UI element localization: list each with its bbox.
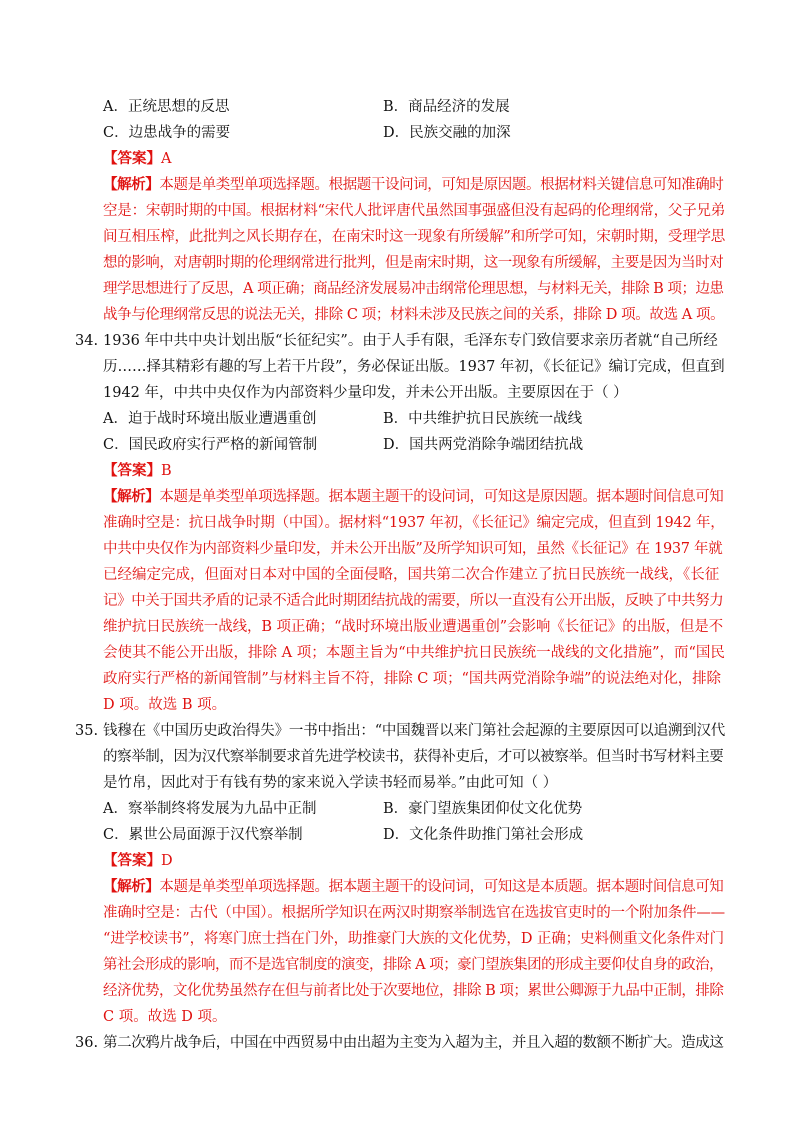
q35-stem-line: 是竹帛，因此对于有钱有势的家来说入学读书轻而易举。”由此可知（ ）: [103, 775, 558, 791]
q34-analysis-line: 已经编定完成，但面对日本对中国的全面侵略，国共第二次合作建立了抗日民族统一战线，《长征: [103, 567, 720, 583]
q33-analysis-line: 理学思想进行了反思，A 项正确；商品经济发展易冲击纲常伦理思想，与材料无关，排除 B 项；边患: [103, 281, 724, 297]
analysis-text: 本题是单类型单项选择题。据本题主题干的设问词，可知这是原因题。据本题时间信息可知: [159, 489, 724, 505]
q33-option-c: C．边患战争的需要: [103, 125, 231, 141]
analysis-tag: 【解析】: [103, 878, 160, 895]
q34-analysis-line: [103, 488, 723, 506]
q34-analysis-line: 维护抗日民族统一战线，B 项正确；“战时环境出版业遭遇重创”会影响《长征记》的出版，但是不: [103, 619, 724, 635]
q34-analysis-line: 会使其不能公开出版，排除 A 项；本题主旨为“中共维护抗日民族统一战线的文化措施”，而“国民: [103, 645, 725, 661]
answer-value: A: [161, 151, 172, 167]
answer-value: B: [161, 463, 172, 479]
q34-analysis-line: 政府实行严格的新闻管制”与材料主旨不符，排除 C 项；“国共两党消除争端”的说法绝对化，排除: [103, 671, 721, 687]
q33-option-a: A．正统思想的反思: [103, 99, 230, 115]
q33-analysis-line: 想的影响，对唐朝时期的伦理纲常进行批判，但是南宋时期，这一现象有所缓解，主要是因为当时对: [103, 255, 724, 271]
q35-answer: [103, 852, 173, 870]
q34-stem-line: 1942 年，中共中央仅作为内部资料少量印发，并未公开出版。主要原因在于（ ）: [103, 385, 628, 401]
q35-analysis-line: 经济优势，文化优势虽然存在但与前者比处于次要地位，排除 B 项；累世公卿源于九品中正制，排除: [103, 983, 724, 999]
q35-stem-line: 的察举制，因为汉代察举制要求首先进学校读书，获得补吏后，才可以被察举。但当时书写材料主要: [103, 749, 724, 765]
q34-analysis-line: 中共中央仅作为内部资料少量印发，并未公开出版”及所学知识可知，虽然《长征记》在 1937 年就: [103, 541, 723, 557]
q35-number: 35.: [75, 723, 99, 739]
q33-answer: [103, 150, 171, 168]
q34-number: 34.: [75, 333, 99, 349]
q34-option-c: C．国民政府实行严格的新闻管制: [103, 437, 318, 453]
q35-analysis-line: “进学校读书”，将寒门庶士挡在门外，助推豪门大族的文化优势，D 正确；史料侧重文化条件对门: [103, 931, 725, 947]
q35-option-d: D．文化条件助推门第社会形成: [383, 827, 584, 843]
q34-analysis-line: 准确时空是：抗日战争时期（中国）。据材料“1937 年初，《长征记》编定完成，但直到 1942 年，: [103, 515, 725, 531]
q34-stem-line: 历……择其精彩有趣的写上若干片段”，务必保证出版。1937 年初，《长征记》编订完成，但直到: [103, 359, 725, 375]
answer-tag: 【答案】: [103, 462, 161, 479]
q35-analysis-line: 准确时空是：古代（中国）。根据所学知识在两汉时期察举制选官在选拔官吏时的一个附加条件——: [103, 905, 725, 921]
answer-tag: 【答案】: [103, 150, 161, 167]
q34-option-d: D．国共两党消除争端团结抗战: [383, 437, 584, 453]
q35-option-c: C．累世公局面源于汉代察举制: [103, 827, 303, 843]
analysis-tag: 【解析】: [103, 176, 160, 193]
analysis-tag: 【解析】: [103, 488, 160, 505]
q35-option-b: B．豪门望族集团仰仗文化优势: [383, 801, 583, 817]
q35-analysis-line: C 项。故选 D 项。: [103, 1009, 227, 1025]
q35-option-a: A．察举制终将发展为九品中正制: [103, 801, 317, 817]
q35-stem-line: 钱穆在《中国历史政治得失》一书中指出：“中国魏晋以来门第社会起源的主要原因可以追溯到汉代: [103, 723, 726, 739]
q35-analysis-line: 第社会形成的影响，而不是选官制度的演变，排除 A 项；豪门望族集团的形成主要仰仗自身的政治，: [103, 957, 724, 973]
q34-option-a: A．迫于战时环境出版业遭遇重创: [103, 411, 317, 427]
analysis-text: 本题是单类型单项选择题。根据题干设问词，可知是原因题。根据材料关键信息可知准确时: [159, 177, 724, 193]
q36-stem-line: 第二次鸦片战争后，中国在中西贸易中由出超为主变为入超为主，并且入超的数额不断扩大。造成这: [103, 1035, 724, 1051]
q33-analysis-line: 空是：宋朝时期的中国。根据材料“宋代人批评唐代虽然国事强盛但没有起码的伦理纲常，父子兄弟: [103, 203, 726, 219]
q36-number: 36.: [75, 1035, 99, 1051]
q34-analysis-line: D 项。故选 B 项。: [103, 697, 227, 713]
analysis-text: 本题是单类型单项选择题。据本题主题干的设问词，可知这是本质题。据本题时间信息可知: [159, 879, 724, 895]
q33-analysis-line: 间互相压榨，此批判之风长期存在，在南宋时这一现象有所缓解”和所学可知，宋朝时期，受理学思: [103, 229, 726, 245]
q34-stem-line: 1936 年中共中央计划出版“长征纪实”。由于人手有限，毛泽东专门致信要求亲历者就“自己所经: [103, 333, 718, 349]
q33-option-d: D．民族交融的加深: [383, 125, 511, 141]
q34-option-b: B．中共维护抗日民族统一战线: [383, 411, 583, 427]
q35-analysis-line: [103, 878, 723, 896]
answer-tag: 【答案】: [103, 852, 161, 869]
q33-analysis-line: [103, 176, 723, 194]
q33-analysis-line: 战争与伦理纲常反思的说法无关，排除 C 项；材料未涉及民族之间的关系，排除 D 项。故选 A 项。: [103, 307, 725, 323]
q34-analysis-line: 记》中关于国共矛盾的记录不适合此时期团结抗战的需要，所以一直没有公开出版，反映了中共努力: [103, 593, 724, 609]
q33-option-b: B．商品经济的发展: [383, 99, 510, 115]
answer-value: D: [161, 853, 173, 869]
q34-answer: [103, 462, 172, 480]
